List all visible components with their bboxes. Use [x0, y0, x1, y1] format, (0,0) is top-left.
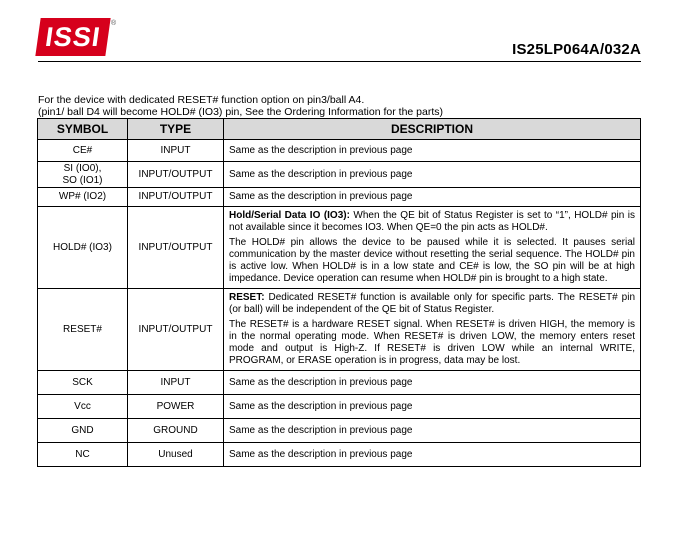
symbol-cell: Vcc [38, 395, 128, 419]
description-cell [224, 289, 641, 371]
description-cell: Same as the description in previous page [224, 371, 641, 395]
table-row [38, 419, 641, 443]
header-description: DESCRIPTION [224, 119, 641, 140]
type-cell: INPUT/OUTPUT [128, 207, 224, 289]
type-cell: Unused [128, 443, 224, 467]
description-cell: Same as the description in previous page [224, 443, 641, 467]
table-row [38, 289, 641, 371]
description-cell: Same as the description in previous page [224, 140, 641, 162]
type-cell: INPUT [128, 140, 224, 162]
symbol-cell: CE# [38, 140, 128, 162]
symbol-cell: RESET# [38, 289, 128, 371]
description-bold: Hold/Serial Data IO (IO3): [229, 210, 350, 221]
description-para-1 [229, 210, 635, 234]
intro-line-1: For the device with dedicated RESET# function option on pin3/ball A4. [38, 94, 365, 106]
registered-mark: ® [111, 20, 117, 27]
type-cell: INPUT [128, 371, 224, 395]
header-rule [38, 61, 641, 62]
symbol-cell: SCK [38, 371, 128, 395]
table-header-row [38, 119, 641, 140]
description-cell [224, 207, 641, 289]
description-bold: RESET: [229, 292, 265, 303]
description-para-2: The HOLD# pin allows the device to be paused while it is selected. It pauses serial communication by the master device without resetting the serial sequence. The HOLD# pin is active low. When HOLD# is in a low state and CE# is low, the SO pin will be at high impedance. Device operation can resume when HOLD# pin is brought to a high state. [229, 237, 635, 284]
part-number: IS25LP064A/032A [512, 41, 641, 58]
type-cell: INPUT/OUTPUT [128, 188, 224, 207]
intro-line-2: (pin1/ ball D4 will become HOLD# (IO3) pin, See the Ordering Information for the parts) [38, 106, 444, 118]
type-cell: INPUT/OUTPUT [128, 289, 224, 371]
header-symbol: SYMBOL [38, 119, 128, 140]
type-cell: GROUND [128, 419, 224, 443]
intro-text [38, 94, 648, 118]
header-type: TYPE [128, 119, 224, 140]
description-para-1 [229, 292, 635, 316]
description-cell: Same as the description in previous page [224, 162, 641, 188]
table-row [38, 443, 641, 467]
description-cell: Same as the description in previous page [224, 419, 641, 443]
table-row [38, 395, 641, 419]
description-para-2: The RESET# is a hardware RESET signal. When RESET# is driven HIGH, the memory is in the normal operating mode. When RESET# is driven LOW, the memory enters reset mode and output is High-Z. If RESET# is driven LOW while an internal WRITE, PROGRAM, or ERASE operation is in progress, data may be lost. [229, 319, 635, 366]
table-row [38, 140, 641, 162]
table-row [38, 371, 641, 395]
description-text: Dedicated RESET# function is available only for specific parts. The RESET# pin (or ball) will be independent of the QE bit of Status Register. [229, 292, 635, 315]
description-cell: Same as the description in previous page [224, 395, 641, 419]
table-row [38, 207, 641, 289]
symbol-cell: WP# (IO2) [38, 188, 128, 207]
symbol-cell: SI (IO0), SO (IO1) [38, 162, 128, 188]
logo-text: ISSI [43, 21, 103, 52]
pin-description-table [37, 118, 641, 467]
symbol-cell: NC [38, 443, 128, 467]
symbol-cell: HOLD# (IO3) [38, 207, 128, 289]
description-text: When the QE bit of Status Register is set to “1”, HOLD# pin is not available since it becomes IO3. When QE=0 the pin acts as HOLD#. [229, 210, 635, 233]
table-row [38, 162, 641, 188]
type-cell: INPUT/OUTPUT [128, 162, 224, 188]
description-cell: Same as the description in previous page [224, 188, 641, 207]
issi-logo [35, 18, 110, 56]
table-row [38, 188, 641, 207]
symbol-cell: GND [38, 419, 128, 443]
type-cell: POWER [128, 395, 224, 419]
